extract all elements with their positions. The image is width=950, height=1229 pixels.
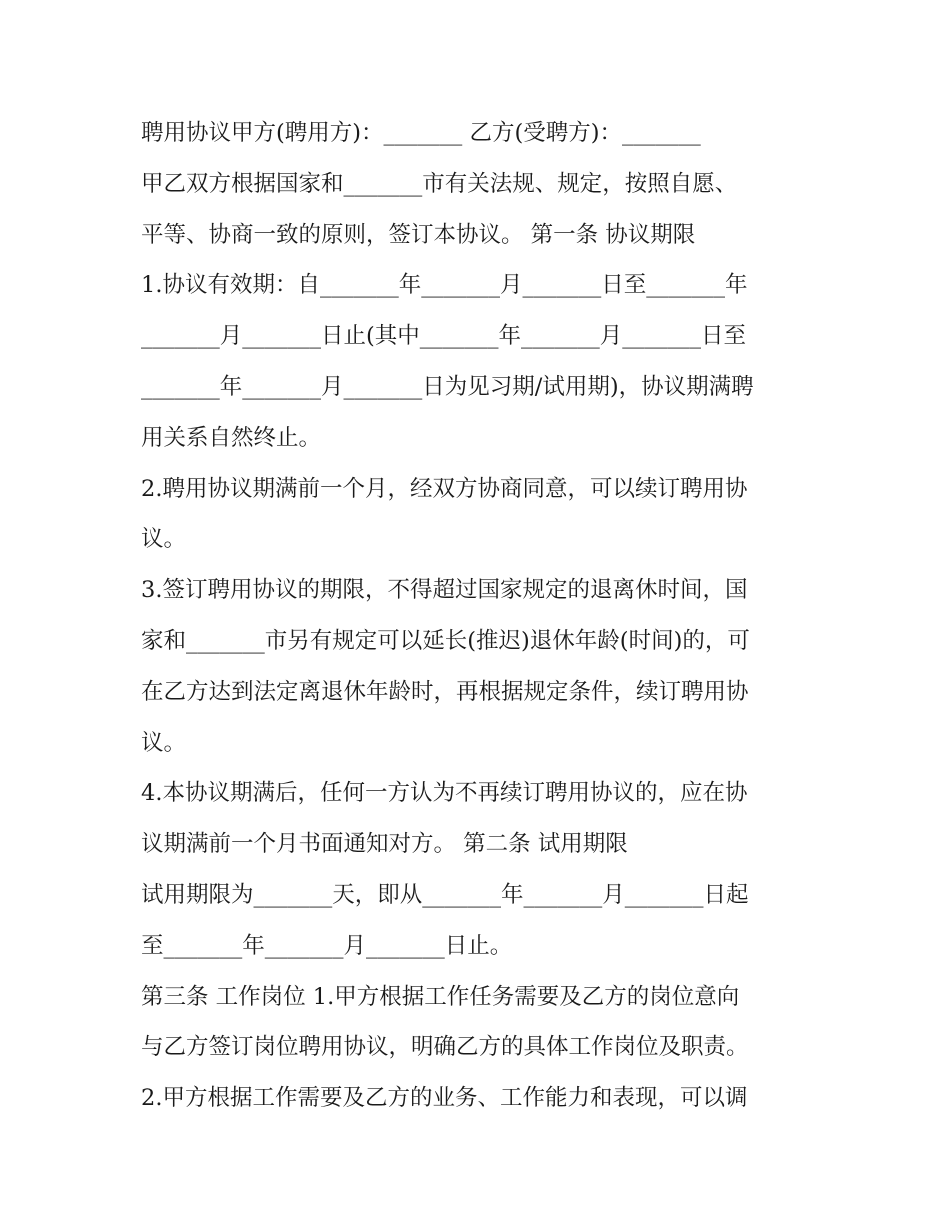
text-line: 家和_______市另有规定可以延长(推迟)退休年龄(时间)的，可 — [141, 627, 750, 654]
text-line: 试用期限为_______天，即从_______年_______月_______日起 — [141, 881, 749, 908]
text-line: 议期满前一个月书面通知对方。 第二条 试用期限 — [141, 831, 628, 858]
text-line: _______年_______月_______日为见习期/试用期)，协议期满聘 — [141, 373, 754, 400]
text-line: 1.协议有效期：自_______年_______月_______日至_______年 — [141, 272, 748, 299]
text-line: 2.甲方根据工作需要及乙方的业务、工作能力和表现，可以调 — [141, 1085, 748, 1112]
text-line: 用关系自然终止。 — [141, 424, 322, 451]
text-line: 2.聘用协议期满前一个月，经双方协商同意，可以续订聘用协 — [141, 475, 748, 502]
text-line: _______月_______日止(其中_______年_______月_______日至 — [141, 323, 747, 350]
text-line: 4.本协议期满后，任何一方认为不再续订聘用协议的，应在协 — [141, 780, 748, 807]
text-line: 至_______年_______月_______日止。 — [141, 932, 513, 959]
text-line: 议。 — [141, 526, 187, 553]
text-line: 与乙方签订岗位聘用协议，明确乙方的具体工作岗位及职责。 — [141, 1034, 749, 1061]
text-line: 议。 — [141, 729, 187, 756]
text-line: 平等、协商一致的原则，签订本协议。 第一条 协议期限 — [141, 221, 696, 248]
agreement-text-body — [141, 108, 821, 1124]
text-line: 甲乙双方根据国家和_______市有关法规、规定，按照自愿、 — [141, 170, 738, 197]
text-line: 3.签订聘用协议的期限，不得超过国家规定的退离休时间，国 — [141, 577, 748, 604]
text-line: 聘用协议甲方(聘用方)：_______ 乙方(受聘方)：_______ — [141, 120, 701, 146]
text-line: 在乙方达到法定离退休年龄时，再根据规定条件，续订聘用协 — [141, 678, 749, 705]
text-line: 第三条 工作岗位 1.甲方根据工作任务需要及乙方的岗位意向 — [141, 983, 740, 1010]
